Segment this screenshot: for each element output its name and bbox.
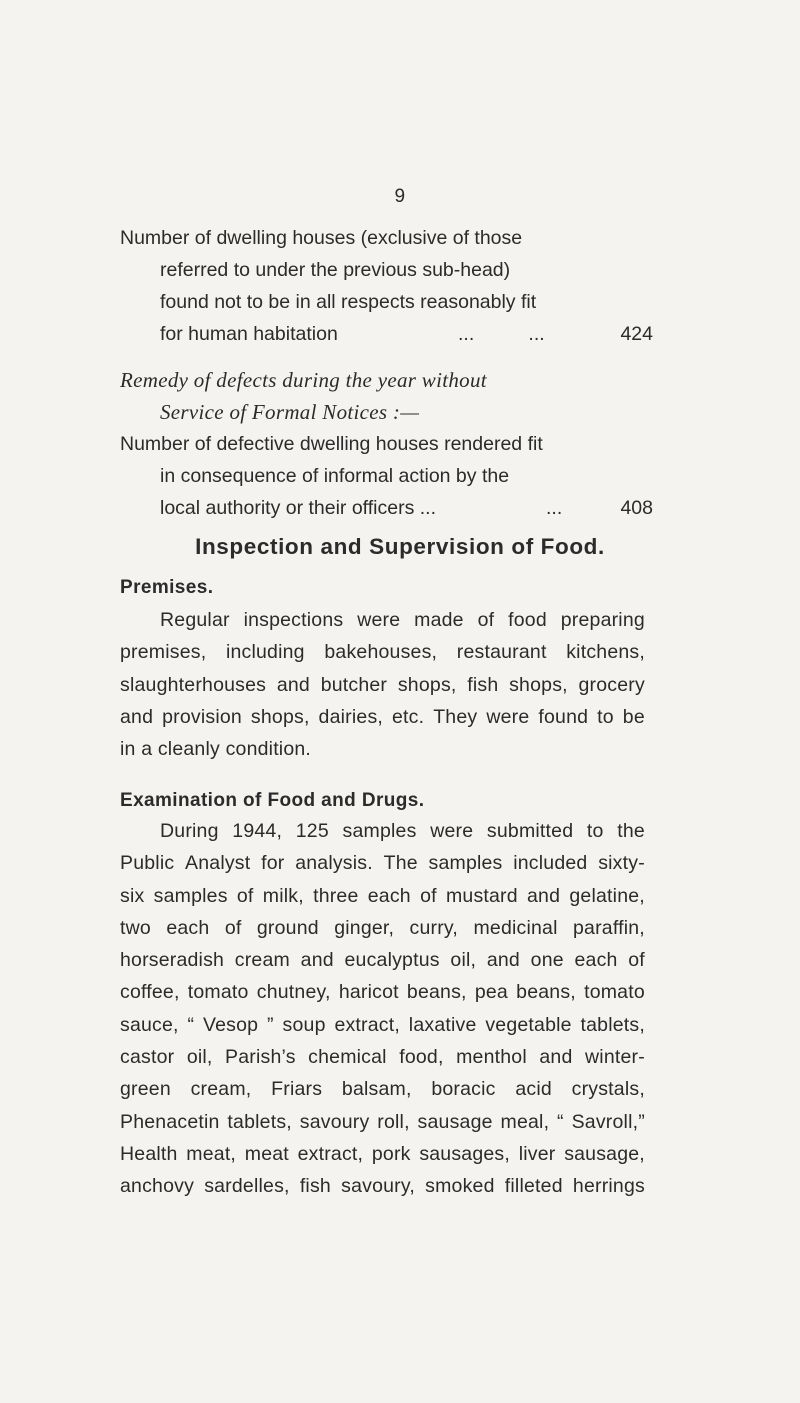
remedy-entry [120, 428, 665, 524]
paragraph-line: and provision shops, dairies, etc. They were found to be [120, 705, 645, 728]
remedy-heading [120, 364, 665, 428]
unfit-last-line [120, 318, 665, 350]
paragraph-line: anchovy sardelles, fish savoury, smoked filleted herrings [120, 1175, 645, 1198]
text-line: local authority or their officers ... [160, 497, 437, 519]
paragraph-line: castor oil, Parish’s chemical food, menthol and winter- [120, 1046, 645, 1069]
text-line: Number of defective dwelling houses rendered fit [120, 433, 543, 455]
paragraph-line: slaughterhouses and butcher shops, fish shops, grocery [120, 673, 645, 696]
paragraph-line: sauce, “ Vesop ” soup extract, laxative vegetable tablets, [120, 1013, 645, 1036]
paragraph-line: Phenacetin tablets, savoury roll, sausage meal, “ Savroll,” [120, 1110, 645, 1133]
examination-paragraph [120, 815, 645, 1203]
paragraph-line: coffee, tomato chutney, haricot beans, pea beans, tomato [120, 981, 645, 1004]
examination-heading: Examination of Food and Drugs. [120, 790, 425, 811]
unfit-houses-value: 424 [620, 323, 653, 345]
text-line: for human habitation [160, 323, 338, 345]
paragraph-line: green cream, Friars balsam, boracic acid crystals, [120, 1078, 645, 1101]
paragraph-line: Health meat, meat extract, pork sausages, liver sausage, [120, 1142, 645, 1165]
paragraph-line: Regular inspections were made of food preparing [160, 609, 645, 631]
leader-dots: ... ... [458, 323, 545, 345]
unfit-houses-entry [120, 222, 665, 350]
remedy-value: 408 [620, 497, 653, 519]
remedy-last-line [120, 492, 665, 524]
premises-paragraph [120, 604, 645, 765]
paragraph-line: horseradish cream and eucalyptus oil, and one each of [120, 949, 645, 972]
paragraph-line: premises, including bakehouses, restaurant kitchens, [120, 641, 645, 664]
paragraph-line: two each of ground ginger, curry, medicinal paraffin, [120, 916, 645, 939]
text-line: Number of dwelling houses (exclusive of those [120, 227, 523, 249]
paragraph-line: six samples of milk, three each of mustard and gelatine, [120, 884, 645, 907]
section-heading: Inspection and Supervision of Food. [195, 534, 605, 559]
text-line: found not to be in all respects reasonably fit [160, 291, 537, 313]
premises-heading: Premises. [120, 577, 214, 598]
text-line: referred to under the previous sub-head) [160, 259, 511, 281]
remedy-heading-line: Service of Formal Notices :— [160, 400, 420, 424]
paragraph-line: in a cleanly condition. [120, 738, 312, 761]
text-line: in consequence of informal action by the [160, 465, 510, 487]
remedy-heading-line: Remedy of defects during the year without [120, 368, 487, 392]
paragraph-line: During 1944, 125 samples were submitted to the [160, 820, 645, 842]
leader-dots: ... [546, 497, 563, 519]
page-number: 9 [394, 186, 406, 207]
paragraph-line: Public Analyst for analysis. The samples included sixty- [120, 852, 645, 875]
